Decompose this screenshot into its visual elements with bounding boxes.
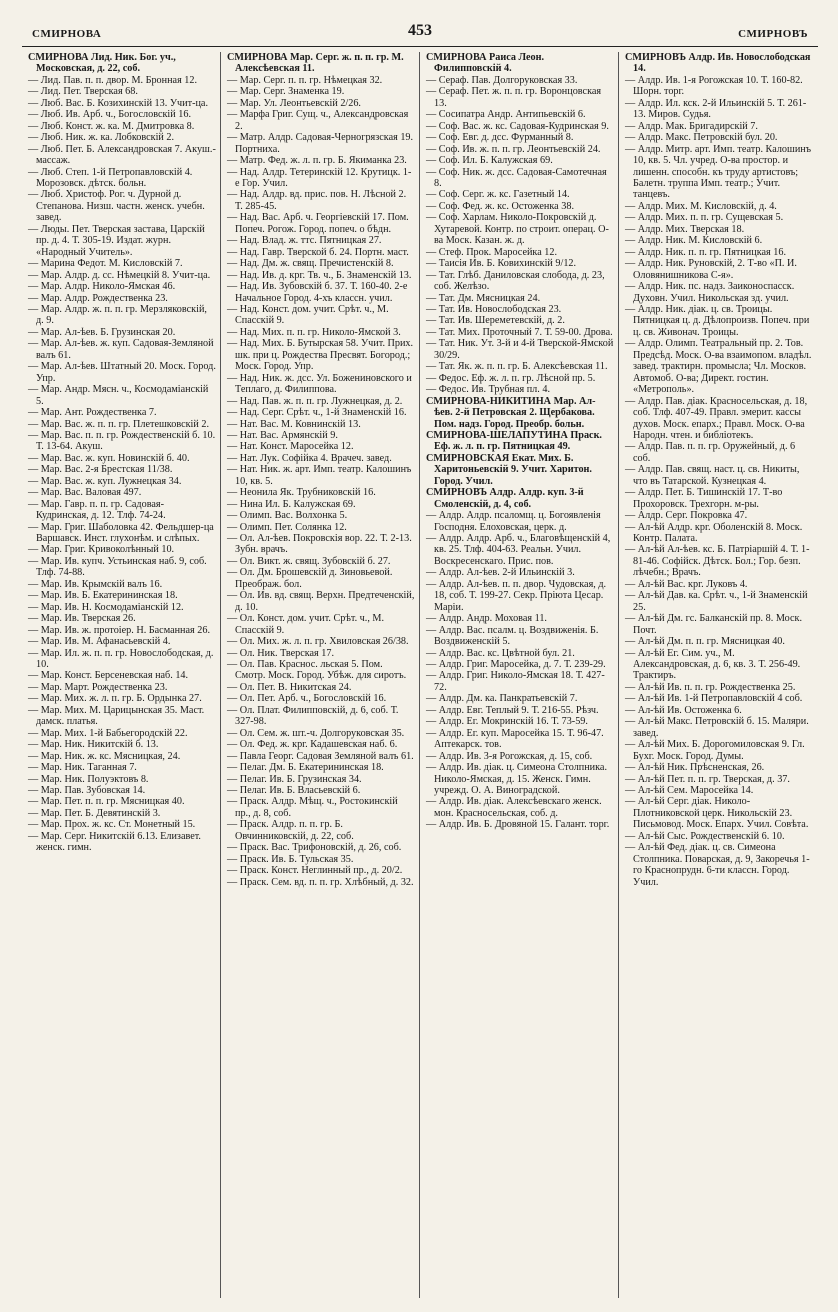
directory-entry: — Мар. Ал-ѣев. Штатный 20. Моск. Город. Упр. [28, 361, 216, 384]
directory-entry: — Мар. Ал-ѣев. Б. Грузинская 20. [28, 327, 216, 338]
directory-entry: — Мар. Ив. ж. протоіер. Н. Басманная 26. [28, 625, 216, 636]
directory-entry: — Мар. Ив. Н. Космодаміанскій 12. [28, 602, 216, 613]
directory-entry: — Мар. Ил. ж. п. п. гр. Новослободская, д. 10. [28, 648, 216, 671]
directory-entry: — Ал-ѣй Ег. Сим. уч., М. Александровская, д. 6, кв. 3. Т. 256-49. Трактиръ. [625, 648, 814, 682]
directory-entry: — Алдр. Ник. діак. ц. св. Троицы. Пятницкая ц. д. Дѣлопроизв. Попеч. при ц. св. Живонач. Троицы. [625, 304, 814, 338]
directory-entry: — Люб. Пет. Б. Александровская 7. Акуш.-массаж. [28, 144, 216, 167]
directory-entry: — Пелаг. Ив. Б. Власьевскій 6. [227, 785, 415, 796]
directory-entry: — Тат. Дм. Мясницкая 24. [426, 293, 614, 304]
directory-entry: — Алдр. Ник. п. п. гр. Пятницкая 16. [625, 247, 814, 258]
directory-entry: — Мар. Алдр. д. сс. Нѣмецкій 8. Учит-ца. [28, 270, 216, 281]
directory-entry: — Ол. Конст. дом. учит. Срѣт. ч., М. Спасскій 9. [227, 613, 415, 636]
directory-entry: — Мар. Гавр. п. п. гр. Садовая-Кудринская, д. 12. Тлф. 74-24. [28, 499, 216, 522]
directory-entry: — Мар. Григ. Шаболовка 42. Фельдшер-ца Варшавск. Инст. глухонѣм. и слѣпых. [28, 522, 216, 545]
directory-entry: — Ал-ѣй Ив. 1-й Петропавловскій 4 соб. [625, 693, 814, 704]
directory-entry: — Сераф. Пав. Долгоруковская 33. [426, 75, 614, 86]
surname-heading-entry: СМИРНОВА Мар. Серг. ж. п. п. гр. М. Алексѣевская 11. [227, 52, 404, 75]
directory-entry: — Ал-ѣй Фед. діак. ц. св. Симеона Столпника. Поварская, д. 9, Закоречья 1-го Краснопрудн. 6-ти классн. Город. Учил. [625, 842, 814, 888]
directory-entry: — Люб. Ник. ж. ка. Лобковскій 2. [28, 132, 216, 143]
directory-column [619, 52, 818, 1298]
surname-heading-entry: СМИРНОВА-ШЕЛАПУТИНА Праск. Еф. ж. л. п. гр. Пятницкая 49. [426, 429, 602, 453]
directory-entry: — Над. Вас. Арб. ч. Георгіевскій 17. Пом. Попеч. Рогож. Город. попеч. о бѣдн. [227, 212, 415, 235]
directory-entry: — Тат. Мих. Проточный 7. Т. 59-00. Дрова. [426, 327, 614, 338]
directory-entry: — Ол. Викт. ж. свящ. Зубовскій б. 27. [227, 556, 415, 567]
directory-entry: — Ол. Пет. Арб. ч., Богословскій 16. [227, 693, 415, 704]
directory-entry: — Марина Федот. М. Кисловскій 7. [28, 258, 216, 269]
directory-entry: — Над. Гавр. Тверской б. 24. Портн. маст. [227, 247, 415, 258]
page-header [22, 22, 818, 44]
directory-entry: — Ал-ѣй Дм. п. п. гр. Мясницкая 40. [625, 636, 814, 647]
directory-entry: — Пелаг. Дм. Б. Екатерининская 18. [227, 762, 415, 773]
directory-entry: — Алдр. Митр. арт. Имп. театр. Калошинъ 10, кв. 5. Чл. учред. О-ва простор. и лишенн. способн. къ труду артистовъ; Балетн. труппа Имп. театр.; Учит. танцевъ. [625, 144, 814, 201]
directory-entry: — Нина Ил. Б. Калужская 69. [227, 499, 415, 510]
directory-entry: — Алдр. Вас. кс. Цвѣтной бул. 21. [426, 648, 614, 659]
directory-entry: — Алдр. Алдр. псаломщ. ц. Богоявленія Господня. Елоховская, церк. д. [426, 510, 614, 533]
directory-entry: — Соф. Харлам. Николо-Покровскій д. Хутаревой. Контр. по строит. операц. О-ва Моск. Казан. ж. д. [426, 212, 614, 246]
directory-entry: — Мар. Алдр. Николо-Ямская 46. [28, 281, 216, 292]
directory-entry: — Над. Серг. Срѣт. ч., 1-й Знаменскій 16. [227, 407, 415, 418]
directory-entry: — Федос. Ив. Трубная пл. 4. [426, 384, 614, 395]
directory-entry: — Алдр. Пав. діак. Красносельская, д. 18, соб. Тлф. 407-49. Правл. эмерит. кассы духов. Моск. епарх.; Правл. Моск. О-ва Народн. чтен. и библіотекъ. [625, 396, 814, 442]
directory-entry: — Лид. Пав. п. п. двор. М. Бронная 12. [28, 75, 216, 86]
directory-entry: — Таисія Ив. Б. Ковихинскій 9/12. [426, 258, 614, 269]
directory-columns [22, 52, 818, 1298]
directory-entry: — Праск. Конст. Неглинный пр., д. 20/2. [227, 865, 415, 876]
directory-entry: — Мар. Вас. ж. куп. Лужнецкая 34. [28, 476, 216, 487]
directory-entry: — Праск. Вас. Трифоновскій, д. 26, соб. [227, 842, 415, 853]
directory-entry: — Алдр. Евг. Теплый 9. Т. 216-55. Рѣзч. [426, 705, 614, 716]
directory-entry: — Ал-ѣй Макс. Петровскій б. 15. Маляри. завед. [625, 716, 814, 739]
directory-entry: — Мар. Пет. Б. Девятинскій 3. [28, 808, 216, 819]
directory-entry: — Алдр. Пав. свящ. наст. ц. св. Никиты, что въ Татарской. Кузнецкая 4. [625, 464, 814, 487]
directory-entry: — Ал-ѣй Серг. діак. Николо-Плотниковской церк. Никольскій 23. Письмовод. Моск. Епарх. Учил. Совѣта. [625, 796, 814, 830]
directory-entry: — Люб. Конст. ж. ка. М. Дмитровка 8. [28, 121, 216, 132]
directory-entry: — Мар. Ник. Никитскій б. 13. [28, 739, 216, 750]
directory-entry: — Олимп. Вас. Волхонка 5. [227, 510, 415, 521]
directory-entry: — Алдр. Григ. Маросейка, д. 7. Т. 239-29. [426, 659, 614, 670]
directory-entry: — Мар. Серг. Никитскій 6.13. Елизавет. женск. гимн. [28, 831, 216, 854]
directory-entry: — Алдр. Мих. п. п. гр. Сущевская 5. [625, 212, 814, 223]
directory-entry: — Над. Алдр. Тетеринскій 12. Крутицк. 1-е Гор. Учил. [227, 167, 415, 190]
directory-entry: — Алдр. Мак. Бригадирскій 7. [625, 121, 814, 132]
directory-entry: — Люб. Христоф. Рог. ч. Дурной д. Степанова. Низш. частн. женск. учебн. завед. [28, 189, 216, 223]
directory-entry: — Алдр. Ив. 3-я Рогожская, д. 15, соб. [426, 751, 614, 762]
surname-heading-entry: СМИРНОВЪ Алдр. Ив. Новослободская 14. [625, 52, 811, 75]
directory-entry: — Алдр. Вас. псалм. ц. Воздвиженія. Б. Воздвиженскій 5. [426, 625, 614, 648]
directory-entry: — Над. Дм. ж. свящ. Пречистенскій 8. [227, 258, 415, 269]
directory-entry: — Люб. Вас. Б. Козихинскій 13. Учит-ца. [28, 98, 216, 109]
directory-entry: — Тат. Глѣб. Даниловская слобода, д. 23, соб. Желѣзо. [426, 270, 614, 293]
directory-entry: — Алдр. Алдр. Арб. ч., Благовѣщенскій 4, кв. 25. Тлф. 404-63. Реальн. Учил. Воскресенскаго. Прис. пов. [426, 533, 614, 567]
surname-heading-entry: СМИРНОВА-НИКИТИНА Мар. Ал-ѣев. 2-й Петровская 2. Щербакова. Пом. надз. Город. Преобр. больн. [426, 395, 596, 430]
directory-entry: — Соф. Вас. ж. кс. Садовая-Кудринская 9. [426, 121, 614, 132]
directory-entry: — Мар. Ив. М. Афанасьевскій 4. [28, 636, 216, 647]
directory-entry: — Марфа Григ. Сущ. ч., Александровская 2. [227, 109, 415, 132]
directory-entry: — Тат. Ник. Ут. 3-й и 4-й Тверской-Ямской 30/29. [426, 338, 614, 361]
directory-entry: — Праск. Ив. Б. Тульская 35. [227, 854, 415, 865]
directory-entry: — Люб. Ив. Арб. ч., Богословскій 16. [28, 109, 216, 120]
directory-entry: — Мар. Вас. п. п. гр. Рождественскій б. 10. Т. 13-64. Акуш. [28, 430, 216, 453]
directory-entry: — Алдр. Ив. 1-я Рогожская 10. Т. 160-82. Шорн. торг. [625, 75, 814, 98]
directory-entry: — Мар. Вас. 2-я Брестская 11/38. [28, 464, 216, 475]
directory-entry: — Алдр. Мих. М. Кисловскій, д. 4. [625, 201, 814, 212]
directory-entry: — Алдр. Ник. М. Кисловскій 6. [625, 235, 814, 246]
directory-entry: — Мар. Вас. Валовая 497. [28, 487, 216, 498]
directory-entry: — Сераф. Пет. ж. п. п. гр. Воронцовская 13. [426, 86, 614, 109]
directory-entry: — Ал-ѣй Мих. Б. Дорогомиловская 9. Гл. Бухг. Моск. Город. Думы. [625, 739, 814, 762]
directory-entry: — Мар. Алдр. Рождественка 23. [28, 293, 216, 304]
directory-entry: — Нат. Конст. Маросейка 12. [227, 441, 415, 452]
directory-entry: — Алдр. Ив. діак. Алексѣевскаго женск. мон. Красносельская, соб. д. [426, 796, 614, 819]
directory-entry: — Мар. Пет. п. п. гр. Мясницкая 40. [28, 796, 216, 807]
directory-entry: — Мар. Ул. Леонтьевскій 2/26. [227, 98, 415, 109]
directory-entry: — Тат. Як. ж. п. п. гр. Б. Алексѣевская 11. [426, 361, 614, 372]
directory-entry: — Ол. Пет. В. Никитская 24. [227, 682, 415, 693]
directory-entry: — Мар. Ник. ж. кс. Мясницкая, 24. [28, 751, 216, 762]
directory-entry: — Алдр. Пет. Б. Тишинскій 17. Т-во Прохоровск. Трехгорн. м-ры. [625, 487, 814, 510]
directory-entry: — Над. Мих. п. п. гр. Николо-Ямской 3. [227, 327, 415, 338]
directory-entry: — Алдр. Ник. Руновскій, 2. Т-во «П. И. Оловянишникова С-я». [625, 258, 814, 281]
directory-entry: — Мар. Ив. Б. Екатерининская 18. [28, 590, 216, 601]
surname-heading-entry: СМИРНОВА Лид. Ник. Бог. уч., Московская, д. 22, соб. [28, 52, 176, 75]
directory-entry: — Мар. Пав. Зубовская 14. [28, 785, 216, 796]
directory-entry: — Ал-ѣй Ив. п. п. гр. Рождественка 25. [625, 682, 814, 693]
directory-entry: — Алдр. Ег. Мокринскій 16. Т. 73-59. [426, 716, 614, 727]
directory-entry: — Мар. Мих. ж. л. п. гр. Б. Ордынка 27. [28, 693, 216, 704]
directory-entry: — Алдр. Ил. кск. 2-й Ильинскій 5. Т. 261-13. Миров. Судья. [625, 98, 814, 121]
directory-entry: — Мар. Мих. М. Царицынская 35. Маст. дамск. платья. [28, 705, 216, 728]
directory-entry: — Алдр. Серг. Покровка 47. [625, 510, 814, 521]
directory-entry: — Ал-ѣй Дм. гс. Балканскій пр. 8. Моск. Почт. [625, 613, 814, 636]
directory-entry: — Мар. Ив. купч. Устьинская наб. 9, соб. Тлф. 74-88. [28, 556, 216, 579]
directory-entry: — Ал-ѣй Сем. Маросейка 14. [625, 785, 814, 796]
directory-entry: — Мар. Алдр. ж. п. п. гр. Мерзляковскій, д. 9. [28, 304, 216, 327]
directory-entry: — Нат. Ник. ж. арт. Имп. театр. Калошинъ 10, кв. 5. [227, 464, 415, 487]
directory-entry: — Нат. Вас. Армянскій 9. [227, 430, 415, 441]
directory-entry: — Стеф. Прок. Маросейка 12. [426, 247, 614, 258]
directory-entry: — Мар. Ив. Тверская 26. [28, 613, 216, 624]
directory-entry: — Ал-ѣй Сыс. Рождественскій 6. 10. [625, 831, 814, 842]
directory-entry: — Мар. Мих. 1-й Бабьегородскій 22. [28, 728, 216, 739]
directory-entry: — Мар. Вас. ж. куп. Новинскій б. 40. [28, 453, 216, 464]
directory-entry: — Нат. Лук. Софійка 4. Врачеч. завед. [227, 453, 415, 464]
directory-entry: — Ал-ѣй Ал-ѣев. кс. Б. Патріаршій 4. Т. 1-81-46. Софійск. Дѣтск. Бол.; Гор. безп. лѣчебн.; Врачъ. [625, 544, 814, 578]
directory-entry: — Ал-ѣй Вас. крг. Луковъ 4. [625, 579, 814, 590]
directory-entry: — Ал-ѣй Ив. Остоженка 6. [625, 705, 814, 716]
directory-entry: — Праск. Алдр. Мѣщ. ч., Ростокинскій пр., д. 8, соб. [227, 796, 415, 819]
directory-entry: — Праск. Сем. вд. п. п. гр. Хлѣбный, д. 32. [227, 877, 415, 888]
directory-entry: — Ал-ѣй Пет. п. п. гр. Тверская, д. 37. [625, 774, 814, 785]
directory-column [22, 52, 221, 1298]
surname-heading-entry: СМИРНОВА Раиса Леон. Филипповскій 4. [426, 52, 545, 75]
directory-column [221, 52, 420, 1298]
directory-entry: — Мар. Ант. Рождественка 7. [28, 407, 216, 418]
directory-entry: — Сосипатра Андр. Антипьевскій 6. [426, 109, 614, 120]
directory-entry: — Лид. Пет. Тверская 68. [28, 86, 216, 97]
directory-entry: — Над. Ив. Зубовскій б. 37. Т. 160-40. 2-е Начальное Город. 4-хъ классн. учил. [227, 281, 415, 304]
directory-entry: — Алдр. Мих. Тверская 18. [625, 224, 814, 235]
directory-entry: — Матр. Фед. ж. л. п. гр. Б. Якиманка 23. [227, 155, 415, 166]
directory-entry: — Над. Пав. ж. п. п. гр. Лужнецкая, д. 2. [227, 396, 415, 407]
directory-entry: — Над. Ив. д. крг. Тв. ч., Б. Знаменскій 13. [227, 270, 415, 281]
directory-entry: — Мар. Ник. Полуэктовъ 8. [28, 774, 216, 785]
directory-entry: — Ол. Пав. Краснос. льская 5. Пом. Смотр. Моск. Город. Убѣж. для сиротъ. [227, 659, 415, 682]
directory-entry: — Тат. Ив. Шереметевскій, д. 2. [426, 315, 614, 326]
header-rule [22, 46, 818, 47]
directory-entry: — Олимп. Пет. Солянка 12. [227, 522, 415, 533]
directory-entry: — Ол. Дм. Брошевскій д. Зиновьевой. Преображ. бол. [227, 567, 415, 590]
directory-entry: — Над. Ник. ж. дсс. Ул. Божениновского и Теплаго, д. Филиппова. [227, 373, 415, 396]
directory-entry: — Соф. Фед. ж. кс. Остоженка 38. [426, 201, 614, 212]
directory-entry: — Алдр. Григ. Николо-Ямская 18. Т. 427-72. [426, 670, 614, 693]
surname-heading-entry: СМИРНОВЪ Алдр. Алдр. куп. 3-й Смоленскій, д. 4, соб. [426, 487, 584, 510]
directory-entry: — Ал-ѣй Дав. ка. Срѣт. ч., 1-й Знаменскій 25. [625, 590, 814, 613]
directory-entry: — Ол. Мих. ж. л. п. гр. Хвиловская 26/38. [227, 636, 415, 647]
directory-entry: — Алдр. Андр. Моховая 11. [426, 613, 614, 624]
directory-entry: — Алдр. Ал-ѣев. п. п. двор. Чудовская, д. 18, соб. Т. 199-27. Секр. Пріюта Цесар. Маріи. [426, 579, 614, 613]
directory-entry: — Праск. Алдр. п. п. гр. Б. Овчинниковскій, д. 22, соб. [227, 819, 415, 842]
directory-entry: — Мар. Вас. ж. п. п. гр. Плетешковскій 2. [28, 419, 216, 430]
directory-entry: — Алдр. Ив. діак. ц. Симеона Столпника. Николо-Ямская, д. 15. Женск. Гимн. учрежд. О. А. Виноградской. [426, 762, 614, 796]
directory-entry: — Ол. Ив. вд. свящ. Верхн. Предтеченскій, д. 10. [227, 590, 415, 613]
directory-entry: — Соф. Ник. ж. дсс. Садовая-Самотечная 8. [426, 167, 614, 190]
running-head-left: СМИРНОВА [32, 28, 102, 40]
directory-entry: — Павла Георг. Садовая Земляной валъ 61. [227, 751, 415, 762]
directory-entry: — Мар. Март. Рождественка 23. [28, 682, 216, 693]
directory-entry: — Алдр. Дм. ка. Панкратьевскій 7. [426, 693, 614, 704]
directory-entry: — Мар. Серг. п. п. гр. Нѣмецкая 32. [227, 75, 415, 86]
directory-entry: — Нат. Вас. М. Ковнинскій 13. [227, 419, 415, 430]
directory-entry: — Мар. Ал-ѣев. ж. куп. Садовая-Земляной валъ 61. [28, 338, 216, 361]
directory-entry: — Матр. Алдр. Садовая-Черногрязская 19. Портниха. [227, 132, 415, 155]
directory-entry: — Ал-ѣй Алдр. крг. Оболенскій 8. Моск. Контр. Палата. [625, 522, 814, 545]
directory-entry: — Мар. Андр. Мясн. ч., Космодаміанскій 5. [28, 384, 216, 407]
directory-entry: — Алдр. Ег. куп. Маросейка 15. Т. 96-47. Аптекарск. тов. [426, 728, 614, 751]
directory-entry: — Ол. Ник. Тверская 17. [227, 648, 415, 659]
directory-column [420, 52, 619, 1298]
directory-entry: — Мар. Ив. Крымскій валъ 16. [28, 579, 216, 590]
directory-entry: — Соф. Серг. ж. кс. Газетный 14. [426, 189, 614, 200]
directory-entry: — Ол. Сем. ж. шт.-ч. Долгоруковская 35. [227, 728, 415, 739]
directory-entry: — Мар. Конст. Берсеневская наб. 14. [28, 670, 216, 681]
directory-entry: — Мар. Прох. ж. кс. Ст. Монетный 15. [28, 819, 216, 830]
directory-entry: — Соф. Ив. ж. п. п. гр. Леонтьевскій 24. [426, 144, 614, 155]
directory-entry: — Ол. Плат. Филипповскій, д. 6, соб. Т. 327-98. [227, 705, 415, 728]
directory-entry: — Алдр. Макс. Петровскій бул. 20. [625, 132, 814, 143]
directory-entry: — Ол. Ал-ѣев. Покровскія вор. 22. Т. 2-13. Зубн. врачъ. [227, 533, 415, 556]
directory-entry: — Соф. Ил. Б. Калужская 69. [426, 155, 614, 166]
directory-entry: — Пелаг. Ив. Б. Грузинская 34. [227, 774, 415, 785]
directory-entry: — Мар. Ник. Таганная 7. [28, 762, 216, 773]
running-head-right: СМИРНОВЪ [738, 28, 808, 40]
directory-entry: — Алдр. Ник. пс. надз. Заиконоспасск. Духовн. Учил. Никольская зд. учил. [625, 281, 814, 304]
directory-entry: — Неонила Як. Трубниковскій 16. [227, 487, 415, 498]
directory-entry: — Над. Мих. Б. Бутырская 58. Учит. Прих. шк. при ц. Рождества Пресвят. Богород.; Моск. Город. Упр. [227, 338, 415, 372]
directory-entry: — Алдр. Олимп. Театральный пр. 2. Тов. Предсѣд. Моск. О-ва взаимопом. владѣл. завед. трактирн. промысла; Чл. Москов. Автомоб. О-ва; Директ. гостин. «Метрополь». [625, 338, 814, 395]
directory-entry: — Мар. Серг. Знаменка 19. [227, 86, 415, 97]
page-number: 453 [408, 22, 432, 39]
directory-entry: — Ол. Фед. ж. крг. Кадашевская наб. 6. [227, 739, 415, 750]
directory-entry: — Тат. Ив. Новослободская 23. [426, 304, 614, 315]
directory-entry: — Над. Влад. ж. ттс. Пятницкая 27. [227, 235, 415, 246]
directory-entry: — Люб. Степ. 1-й Петропавловскій 4. Морозовск. дѣтск. больн. [28, 167, 216, 190]
directory-entry: — Алдр. Ал-ѣев. 2-й Ильинскій 3. [426, 567, 614, 578]
directory-entry: — Над. Алдр. вд. прис. пов. Н. Лѣсной 2. Т. 285-45. [227, 189, 415, 212]
directory-entry: — Алдр. Пав. п. п. гр. Оружейный, д. 6 соб. [625, 441, 814, 464]
surname-heading-entry: СМИРНОВСКАЯ Екат. Мих. Б. Харитоньевскій 9. Учит. Харитон. Город. Учил. [426, 452, 592, 487]
directory-entry: — Соф. Евг. д. дсс. Фурманный 8. [426, 132, 614, 143]
directory-entry: — Ал-ѣй Ник. Прѣсненская, 26. [625, 762, 814, 773]
directory-entry: — Федос. Еф. ж. л. п. гр. Лѣсной пр. 5. [426, 373, 614, 384]
directory-entry: — Алдр. Ив. Б. Дровяной 15. Галант. торг. [426, 819, 614, 830]
directory-entry: — Мар. Григ. Кривоколѣнный 10. [28, 544, 216, 555]
directory-entry: — Люды. Пет. Тверская застава, Царскій пр. д. 4. Т. 305-19. Издат. журн. «Народный Учитель». [28, 224, 216, 258]
directory-entry: — Над. Конст. дом. учит. Срѣт. ч., М. Спасскій 9. [227, 304, 415, 327]
